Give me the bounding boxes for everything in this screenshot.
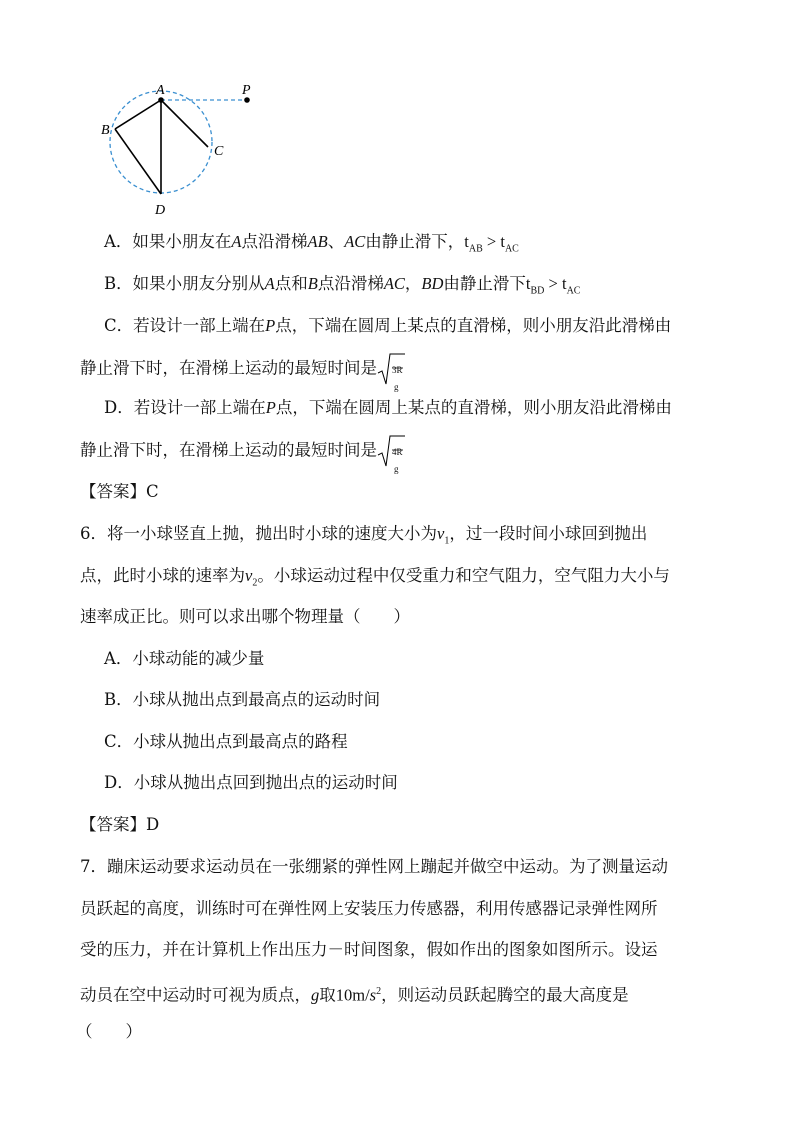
- label-B: B: [101, 123, 110, 138]
- label-P: P: [242, 83, 251, 98]
- q6-option-d: D．小球从抛出点回到抛出点的运动时间: [104, 773, 398, 792]
- q7-stem-line5: （ ）: [76, 1022, 142, 1041]
- q6-option-b: B．小球从抛出点到最高点的运动时间: [104, 690, 381, 709]
- q5-option-a: A．如果小朋友在A点沿滑梯AB、AC由静止滑下，$t_{AB} > t_{AC}$: [104, 232, 519, 255]
- q6-stem-line1: 6．将一小球竖直上抛，抛出时小球的速度大小为$v_1$，过一段时间小球回到抛出: [80, 524, 648, 547]
- q5-option-b: B．如果小朋友分别从A点和B点沿滑梯AC，BD由静止滑下$t_{BD} > t_{AC}$: [104, 274, 581, 297]
- q6-answer: 【答案】D: [80, 815, 160, 834]
- point-A-dot: [158, 97, 164, 103]
- q7-stem-line4: 动员在空中运动时可视为质点，g取$10m/s^2$，则运动员跃起腾空的最大高度是: [80, 985, 629, 1005]
- label-D: D: [155, 203, 166, 217]
- chute-BD: [115, 129, 161, 194]
- q5-answer: 【答案】C: [80, 482, 159, 501]
- q6-option-a: A．小球动能的减少量: [104, 649, 265, 668]
- label-C: C: [214, 144, 224, 159]
- point-P-dot: [244, 97, 250, 103]
- q5-option-c-line2: 静止滑下时，在滑梯上运动的最短时间是 3R g: [80, 350, 405, 387]
- q6-stem-line3: 速率成正比。则可以求出哪个物理量（ ）: [80, 607, 410, 626]
- q6-option-c: C．小球从抛出点到最高点的路程: [104, 732, 348, 751]
- q5-option-c-line1: C．若设计一部上端在P点，下端在圆周上某点的直滑梯，则小朋友沿此滑梯由: [104, 316, 672, 335]
- geometry-figure: [95, 82, 265, 217]
- q7-stem-line3: 受的压力，并在计算机上作出压力－时间图象，假如作出的图象如图所示。设运: [80, 940, 658, 959]
- q7-stem-line2: 员跃起的高度，训练时可在弹性网上安装压力传感器，利用传感器记录弹性网所: [80, 899, 658, 918]
- sqrt-4r-over-g: 4R g: [377, 433, 405, 469]
- q7-stem-line1: 7．蹦床运动要求运动员在一张绷紧的弹性网上蹦起并做空中运动。为了测量运动: [80, 857, 668, 876]
- chute-AB: [115, 100, 161, 129]
- label-A: A: [156, 83, 165, 98]
- q6-stem-line2: 点，此时小球的速率为$v_2$。小球运动过程中仅受重力和空气阻力，空气阻力大小与: [80, 566, 670, 589]
- q5-option-d-line2: 静止滑下时，在滑梯上运动的最短时间是 4R g: [80, 432, 405, 469]
- sqrt-3r-over-g: 3R g: [377, 351, 405, 387]
- q5-option-d-line1: D．若设计一部上端在P点，下端在圆周上某点的直滑梯，则小朋友沿此滑梯由: [104, 398, 672, 417]
- chute-AC: [161, 100, 208, 147]
